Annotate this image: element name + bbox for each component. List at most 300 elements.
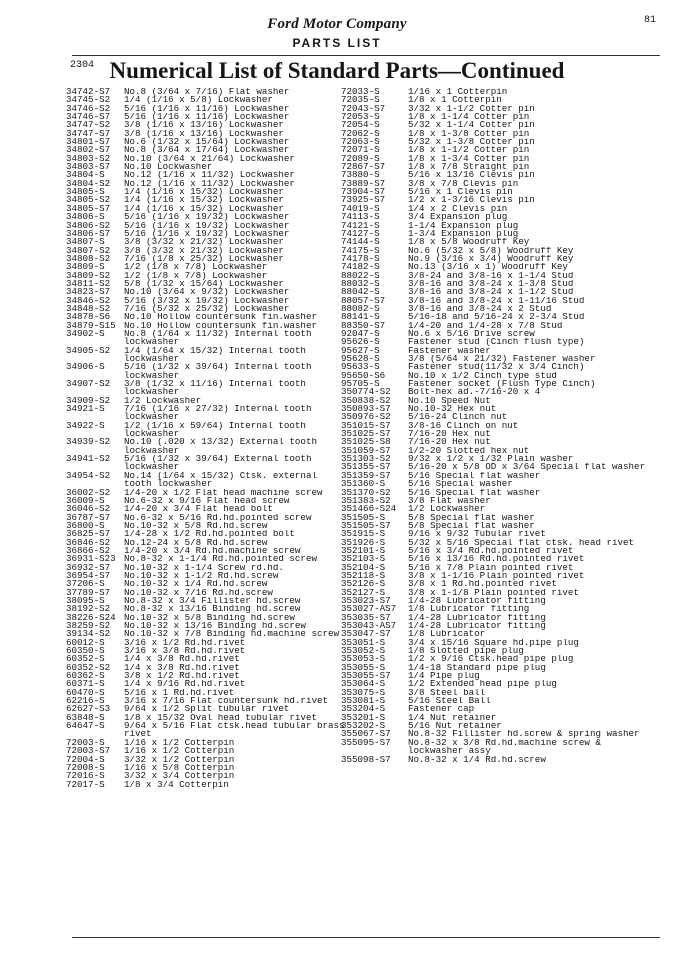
part-number: 34806-S [66, 211, 105, 223]
part-number: 36931-S23 [66, 553, 116, 565]
part-description: No.8-32 x 13/16 Binding hd.screw [124, 605, 301, 614]
part-description: 5/16 Nut retainer [408, 722, 502, 731]
part-row [341, 113, 653, 121]
part-number: 351355-S7 [341, 461, 391, 473]
part-number: 34939-S2 [66, 436, 111, 448]
part-number: 34804-S2 [66, 177, 111, 189]
part-description: 1/2 Lockwasher [124, 396, 202, 406]
part-description: 5/16 (1/16 x 19/32) Lockwasher [124, 229, 290, 239]
part-description: 1/2 Extended head pipe plug [408, 680, 557, 689]
part-description: 3/8 (5/64 x 21/32) Fastener washer [408, 355, 596, 364]
part-number: 353202-S [341, 720, 386, 732]
part-row [66, 163, 346, 171]
part-number: 34907-S2 [66, 378, 111, 390]
part-row [66, 711, 346, 723]
part-row [341, 269, 653, 281]
part-description: 1/8 Lubricator [408, 630, 486, 639]
part-number: 74144-S [341, 236, 380, 248]
part-description: 5/16 (1/16 x 11/16) Lockwasher [124, 104, 290, 114]
part-number: 351015-S7 [341, 419, 391, 431]
part-number: 351360-S [341, 478, 386, 490]
part-number: 353047-S7 [341, 628, 391, 640]
part-number: 352127-S [341, 586, 386, 598]
part-description: 5/16 Steel Ball [408, 697, 491, 706]
part-description: 1/8 x 7/8 Straight pin [408, 163, 530, 172]
part-description: Fastener stud (Cinch flush type) [408, 338, 585, 347]
part-description: 9/64 x 1/2 Split tubular rivet [124, 705, 290, 714]
part-description: 1/4-28 Lubricator fitting [408, 596, 546, 606]
part-row [341, 561, 653, 573]
part-description: 7/16-20 Hex nut [408, 438, 491, 447]
part-number: 351466-S24 [341, 503, 397, 515]
part-number: 34805-S7 [66, 202, 111, 214]
part-description: 3/8-24 and 3/8-16 x 1-1/4 Stud [408, 271, 574, 280]
part-description: 1/8 x 1-1/4 Cotter pin [408, 113, 530, 122]
part-description: 1/8 x 1-3/8 Cotter pin [408, 129, 530, 139]
part-number: 36787-S7 [66, 511, 111, 523]
part-number: 72003-S [66, 736, 105, 748]
part-row [341, 555, 653, 563]
part-description: 3/8 Flat washer [408, 496, 491, 506]
part-number: 350838-S2 [341, 394, 391, 406]
part-row [341, 344, 653, 356]
part-number: 74019-S [341, 202, 380, 214]
part-number: 72016-S [66, 770, 105, 782]
part-row [66, 753, 346, 765]
part-description: 1/4-20 x 1/2 Flat head machine screw [124, 488, 323, 497]
part-number: 34745-S2 [66, 94, 111, 106]
part-row [341, 505, 653, 513]
part-row [341, 355, 653, 363]
part-description: No.6 (5/32 x 5/8) Woodruff Key [408, 246, 574, 255]
part-number: 34747-S2 [66, 119, 111, 131]
part-description: 3/32 x 1-1/2 Cotter pin [408, 104, 535, 114]
part-number: 74127-S [341, 227, 380, 239]
part-description: Fastener socket (Flush Type Cinch) [408, 380, 596, 389]
part-description: No.8-32 x 1-1/4 Rd.hd.pointed screw [124, 555, 317, 564]
part-number: 353043-AS7 [341, 620, 397, 631]
part-number: 34809-S [66, 261, 105, 273]
part-number: 36954-S7 [66, 569, 111, 581]
part-row [341, 363, 653, 371]
part-row [66, 630, 346, 638]
part-number: 34747-S7 [66, 127, 111, 139]
part-description: 5/32 x 1-1/4 Cotter pin [408, 121, 535, 130]
part-row [66, 586, 346, 598]
part-description: 1/4 (1/16 x 15/32) Lockwasher [124, 188, 284, 197]
part-description: 1/4 Nut retainer [408, 713, 497, 723]
part-row [341, 302, 653, 314]
part-row [66, 344, 346, 364]
part-row [341, 102, 653, 114]
part-number: 351370-S2 [341, 486, 391, 498]
part-description: No.10-32 x 1-1/4 Screw rd.hd. [124, 563, 284, 572]
part-row [341, 686, 653, 698]
part-description: 3/32 x 1/2 Cotterpin [124, 755, 235, 764]
part-description: 1/2 Lockwasher [408, 505, 486, 514]
part-description: No.8 (1/64 x 11/32) Internal tooth lockwasher [124, 329, 317, 347]
part-row [341, 544, 653, 556]
part-row [66, 680, 346, 688]
part-description: No.10-32 x 1-1/2 Rd.hd.screw [124, 571, 279, 581]
part-row [341, 88, 653, 96]
part-description: 5/32 x 5/16 Special flat ctsk. head rivet [408, 538, 635, 547]
part-number: 88032-S [341, 277, 380, 289]
part-row [66, 202, 346, 214]
part-number: 34803-S2 [66, 152, 111, 164]
part-description: 3/8 (3/32 x 21/32) Lockwasher [124, 246, 284, 255]
part-number: 355095-S7 [341, 736, 391, 748]
part-number: 72035-S [341, 94, 380, 106]
part-description: 5/8 Special flat washer [408, 521, 535, 531]
part-description: 1/4-20 x 3/4 Rd.hd.machine screw [124, 546, 301, 556]
part-row [341, 369, 653, 381]
part-row [66, 469, 346, 489]
part-number: 353055-S7 [341, 670, 391, 682]
part-row [66, 252, 346, 264]
part-number: 38095-S [66, 594, 105, 606]
part-description: 3/4 x 15/16 Square hd.pipe plug [408, 638, 579, 648]
part-number: 353204-S [341, 703, 386, 715]
part-description: No.10 x 1/2 Cinch type stud [408, 371, 557, 381]
part-number: 352101-S [341, 544, 386, 556]
part-number: 73880-S [341, 169, 380, 181]
part-number: 88350-S7 [341, 319, 386, 331]
part-description: 5/16 x 3/4 Rd.hd.pointed rivet [408, 546, 574, 556]
part-number: 34846-S2 [66, 294, 111, 306]
part-number: 350976-S2 [341, 411, 391, 423]
part-number: 72053-S [341, 111, 380, 123]
part-number: 352104-S [341, 561, 386, 573]
part-number: 34848-S2 [66, 302, 111, 314]
part-row [341, 697, 653, 705]
part-row [341, 705, 653, 713]
part-number: 34807-S [66, 236, 105, 248]
part-number: 95705-S [341, 378, 380, 390]
part-row [341, 263, 653, 271]
part-number: 38192-S2 [66, 603, 111, 615]
part-number: 60350-S [66, 645, 105, 657]
part-number: 351505-S [341, 511, 386, 523]
part-description: 1/8 x 1-3/4 Cotter pin [408, 154, 530, 164]
part-description: No.10-32 x 13/16 Binding hd.screw [124, 622, 306, 631]
part-description: Fastener washer [408, 346, 491, 355]
part-description: 1/4 x 3/8 Rd.hd.rivet [124, 655, 240, 664]
part-row [341, 655, 653, 663]
part-description: 5/32 x 1-3/8 Cotter pin [408, 138, 535, 147]
part-number: 34905-S2 [66, 344, 111, 356]
part-description: 1/16 x 1 Cotterpin [408, 88, 508, 97]
part-description: 3/16 x 3/8 Rd.hd.rivet [124, 647, 246, 656]
part-description: 3/4 Expansion plug [408, 213, 508, 222]
part-row [66, 394, 346, 406]
part-description: No.12-24 x 5/8 Rd.hd.screw [124, 538, 268, 547]
part-description: No.8-32 Fillister hd.screw & spring washer [408, 730, 640, 739]
part-description: 3/8-16 and 3/8-24 x 1-11/16 Stud [408, 296, 585, 305]
part-number: 36002-S2 [66, 486, 111, 498]
part-description: 1/4-28 Lubricator fitting [408, 622, 546, 631]
part-row [66, 705, 346, 713]
part-description: 3/8 (1/16 x 13/16) Lockwasher [124, 129, 284, 139]
part-number: 60012-S [66, 636, 105, 648]
part-description: 1/2 (1/16 x 59/64) Internal tooth lockwasher [124, 421, 312, 439]
part-description: 1/2-20 Slotted hex nut [408, 446, 530, 456]
part-description: 9/16 x 9/32 Tubular rivet [408, 530, 546, 539]
part-row [66, 647, 346, 655]
section-title: PARTS LIST [292, 36, 382, 50]
part-number: 74178-S [341, 252, 380, 264]
part-number: 60362-S [66, 670, 105, 682]
part-row [66, 405, 346, 422]
part-row [341, 569, 653, 581]
part-number: 38226-S24 [66, 611, 116, 623]
part-number: 36866-S2 [66, 544, 111, 556]
part-row [66, 686, 346, 698]
part-row [341, 138, 653, 146]
part-row [341, 277, 653, 289]
part-number: 88057-S7 [341, 294, 386, 306]
part-row [66, 747, 346, 755]
part-number: 74113-S [341, 211, 380, 223]
part-row [341, 327, 653, 339]
part-description: No.6-32 x 5/16 Rd.hd.pointed screw [124, 513, 312, 522]
part-number: 63848-S [66, 711, 105, 723]
part-row [341, 188, 653, 196]
part-number: 353027-AS7 [341, 603, 397, 615]
part-row [341, 288, 653, 296]
part-number: 36800-S [66, 519, 105, 531]
part-description: 5/16 x 13/16 Rd.hd.pointed rivet [408, 555, 585, 564]
part-row [66, 761, 346, 773]
part-description: 5/16 (1/16 x 19/32) Lockwasher [124, 213, 290, 222]
parts-column-right [341, 88, 653, 764]
part-row [66, 672, 346, 680]
part-description: 1/4 x 9/16 Rd.hd.rivet [124, 680, 246, 689]
part-description: No.10 Speed Nut [408, 396, 491, 406]
part-number: 72054-S [341, 119, 380, 131]
part-description: 5/16 x 1 Clevis pin [408, 188, 513, 197]
part-description: 1/4 (1/16 x 5/8) Lockwasher [124, 96, 273, 105]
part-description: 7/16-20 Hex nut [408, 430, 491, 439]
part-description: No.8-32 x 3/4 Fillister hd.screw [124, 596, 301, 606]
part-number: 353064-S [341, 678, 386, 690]
part-description: 1/2 x 9/16 Ctsk.head pipe plug [408, 655, 574, 664]
part-number: 95633-S [341, 361, 380, 373]
page-number: 81 [643, 15, 656, 26]
part-row [341, 711, 653, 723]
part-number: 353023-S7 [341, 594, 391, 606]
part-row [341, 219, 653, 231]
part-description: 3/8-16 and 3/8-24 x 1-1/2 Stud [408, 288, 574, 297]
part-number: 73904-S7 [341, 186, 386, 198]
part-description: No.14 (1/64 x 15/32) Ctsk. external tooth lockwasher [124, 471, 323, 489]
part-number: 34823-S7 [66, 286, 111, 298]
part-row [66, 778, 346, 790]
part-description: 1/16 x 1/2 Cotterpin [124, 747, 235, 756]
part-description: 7/16 (1/16 x 27/32) Internal tooth lockwasher [124, 405, 317, 422]
part-description: 1/4 (1/16 x 15/32) Lockwasher [124, 196, 284, 205]
part-number: 352118-S [341, 569, 386, 581]
part-number: 34811-S2 [66, 277, 111, 289]
part-description: 1/4-18 Standard pipe plug [408, 663, 546, 673]
part-description: 5/16 x 1 Rd.hd.rivet [124, 688, 235, 698]
part-description: 1/8 x 1-1/2 Cotter pin [408, 146, 530, 155]
part-description: 3/32 x 3/4 Cotterpin [124, 772, 235, 781]
part-row [66, 319, 346, 331]
part-number: 64647-S [66, 720, 105, 732]
part-number: 34803-S7 [66, 161, 111, 173]
part-description: 1/16 x 5/8 Cotterpin [124, 763, 235, 773]
part-description: No.9 (3/16 x 3/4) Woodruff Key [408, 254, 574, 264]
part-number: 351303-S2 [341, 453, 391, 465]
part-row [341, 294, 653, 306]
part-number: 34806-S2 [66, 219, 111, 231]
part-description: No.10-32 x 1/4 Rd.hd.screw [124, 580, 268, 589]
parts-column-left [66, 88, 346, 789]
part-number: 351505-S7 [341, 519, 391, 531]
part-number: 34742-S7 [66, 86, 111, 97]
part-number: 34802-S7 [66, 144, 111, 156]
part-row [341, 121, 653, 129]
part-number: 353051-S [341, 636, 386, 648]
part-row [341, 227, 653, 239]
part-number: 355098-S7 [341, 753, 391, 765]
part-row [66, 486, 346, 498]
part-row [341, 171, 653, 179]
part-number: 352126-S [341, 578, 386, 590]
part-description: Bolt-hex ad.-7/16-20 x 4 [408, 388, 541, 397]
part-description: 3/8 (1/16 x 13/16) Lockwasher [124, 121, 284, 130]
part-row [341, 636, 653, 648]
part-description: 1/8 x 1 Cotterpin [408, 96, 502, 105]
bottom-rule [72, 937, 660, 938]
part-number: 353055-S [341, 661, 386, 673]
part-description: 5/16 Special flat washer [408, 488, 541, 497]
part-row [341, 238, 653, 246]
part-description: No.6 (1/32 x 15/64) Lockwasher [124, 138, 290, 147]
brand-logo: Ford Motor Company [267, 16, 407, 32]
part-number: 34746-S2 [66, 102, 111, 114]
part-description: No.10 (3/64 x 9/32) Lockwasher [124, 288, 290, 297]
part-number: 74121-S [341, 219, 380, 231]
part-number: 34954-S2 [66, 469, 111, 481]
part-description: 1/8 Lubricator fitting [408, 605, 530, 614]
part-number: 72043-S7 [341, 102, 386, 114]
part-number: 34909-S2 [66, 394, 111, 406]
part-description: 1-1/4 Expansion plug [408, 221, 519, 230]
part-number: 34921-S [66, 403, 105, 415]
part-number: 34808-S2 [66, 252, 111, 264]
part-description: 1/4 (1/16 x 15/32) Lockwasher [124, 204, 284, 214]
part-description: 3/16 x 1/2 Rd.hd.rivet [124, 638, 246, 648]
part-number: 72089-S [341, 152, 380, 164]
part-description: 5/16-20 x 5/8 OD x 3/64 Special flat washer [408, 463, 646, 472]
part-description: 3/8 x 1-1/16 Plain pointed rivet [408, 571, 585, 581]
part-number: 34806-S7 [66, 227, 111, 239]
part-number: 88022-S [341, 269, 380, 281]
part-description: 1-3/4 Expansion plug [408, 229, 519, 239]
part-row [66, 177, 346, 189]
part-description: No.8 (3/64 x 7/16) Flat washer [124, 88, 290, 97]
part-number: 353081-S [341, 695, 386, 707]
part-row [341, 580, 653, 588]
part-description: 5/16 (1/16 x 19/32) Lockwasher [124, 221, 290, 230]
part-description: 1/8 x 3/4 Cotterpin [124, 780, 229, 789]
part-number: 351359-S7 [341, 469, 391, 481]
top-rule [72, 55, 660, 56]
part-number: 39134-S2 [66, 628, 111, 640]
part-description: Fastener stud(11/32 x 3/4 Cinch) [408, 363, 585, 372]
part-number: 36046-S2 [66, 503, 111, 515]
part-number: 38259-S2 [66, 620, 111, 631]
part-description: 1/2 x 1-3/16 Clevis pin [408, 196, 535, 205]
part-description: 1/4-20 x 3/4 Flat head bolt [124, 505, 273, 514]
part-description: 3/8 Steel ball [408, 688, 486, 698]
part-row [66, 227, 346, 239]
part-row [341, 672, 653, 680]
part-number: 62627-S3 [66, 703, 111, 715]
part-description: 1/4-28 x 1/2 Rd.hd.pointed bolt [124, 530, 295, 539]
part-description: 3/8 (3/32 x 21/32) Lockwasher [124, 238, 284, 247]
part-row [341, 96, 653, 104]
part-number: 34941-S2 [66, 453, 111, 465]
part-number: 353201-S [341, 711, 386, 723]
part-description: 7/16 (5/32 x 25/32) Lockwasher [124, 304, 290, 314]
part-number: 34906-S [66, 361, 105, 373]
part-row [341, 536, 653, 548]
part-row [341, 469, 653, 481]
part-row [341, 680, 653, 688]
part-description: 1/4-28 Lubricator fitting [408, 613, 546, 622]
part-number: 92047-S [341, 327, 380, 339]
part-description: No.10 Hollow countersunk fin.washer [124, 313, 317, 322]
part-description: No.10-32 x 7/8 Binding hd.machine screw [124, 630, 340, 639]
part-description: 3/8 x 1/2 Rd.hd.rivet [124, 672, 240, 681]
part-number: 74182-S [341, 261, 380, 273]
part-row [66, 722, 346, 739]
part-description: 7/16 (1/8 x 25/32) Lockwasher [124, 254, 284, 264]
part-description: 3/8 x 1-1/8 Plain pointed rivet [408, 588, 579, 597]
part-row [66, 636, 346, 648]
part-row [66, 569, 346, 581]
part-number: 95628-S [341, 353, 380, 364]
part-number: 350893-S7 [341, 403, 391, 415]
part-row [341, 530, 653, 538]
part-row [341, 127, 653, 139]
part-number: 72004-S [66, 753, 105, 765]
part-description: 5/16 (1/16 x 11/16) Lockwasher [124, 113, 290, 122]
part-description: No.13 (3/16 x 1) Woodruff Key [408, 263, 568, 272]
part-number: 34801-S7 [66, 136, 111, 148]
part-number: 72008-S [66, 761, 105, 773]
page-code: 2304 [70, 60, 95, 71]
part-description: 5/16 Special flat washer [408, 471, 541, 481]
part-row [341, 736, 653, 756]
part-number: 37789-S7 [66, 586, 111, 598]
part-row [341, 647, 653, 655]
part-row [341, 202, 653, 214]
part-row [341, 313, 653, 321]
part-number: 72017-S [66, 778, 105, 790]
part-number: 95627-S [341, 344, 380, 356]
part-number: 351915-S [341, 528, 386, 540]
part-description: 1/4 Pipe plug [408, 672, 480, 681]
part-description: 1/8 x 15/32 Oval head tubular rivet [124, 713, 317, 723]
part-description: 5/16 Special washer [408, 480, 513, 489]
part-number: 34809-S2 [66, 269, 111, 281]
part-number: 37206-S [66, 578, 105, 590]
part-description: 9/32 x 1/2 x 1/32 Plain washer [408, 455, 574, 464]
